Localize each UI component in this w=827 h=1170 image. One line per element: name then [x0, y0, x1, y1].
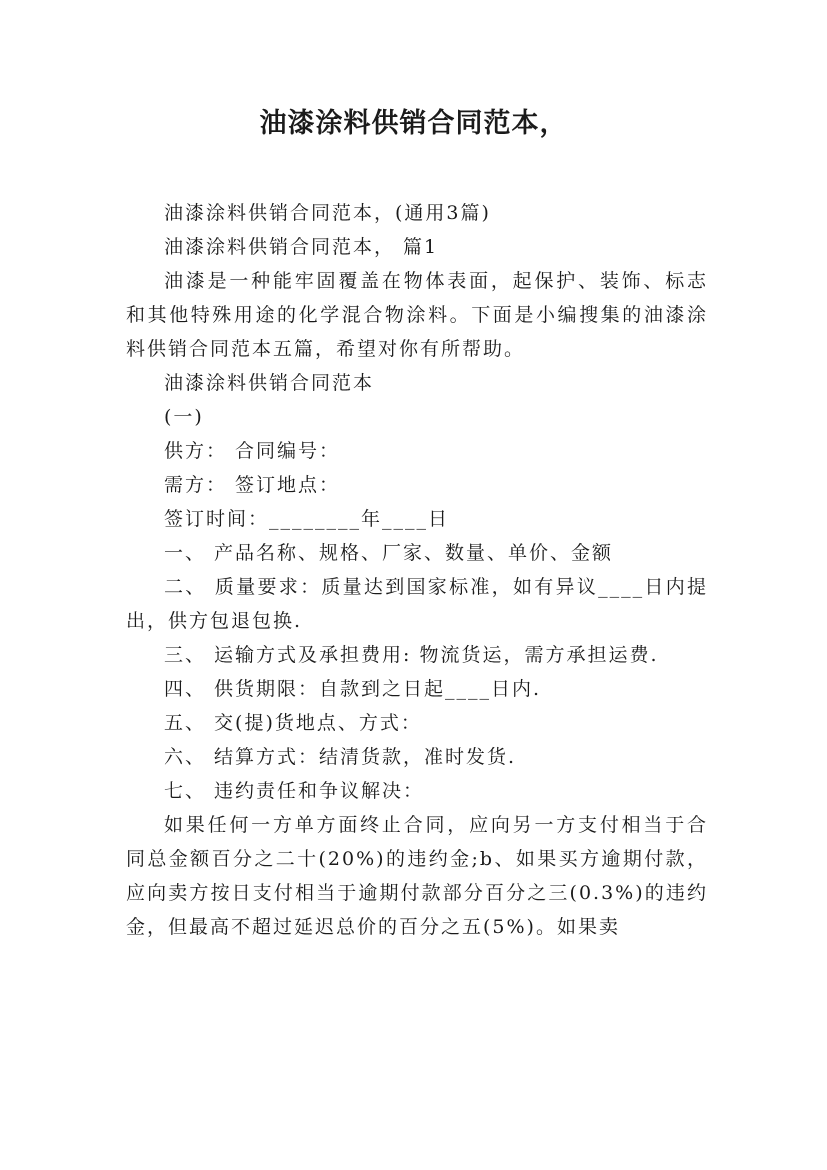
paragraph-breach-terms: 如果任何一方单方面终止合同，应向另一方支付相当于合同总金额百分之二十(20%)的违约金;b、如果买方逾期付款，应向卖方按日支付相当于逾期付款部分百分之三(0.3%)的违约金，但最高不超过延迟总价的百分之五(5%)。如果卖 [126, 814, 708, 938]
paragraph-clause-5: 五、 交(提)货地点、方式： [164, 712, 422, 734]
paragraph-clause-7: 七、 违约责任和争议解决： [164, 780, 425, 802]
paragraph-part-heading: 油漆涂料供销合同范本， 篇1 [164, 236, 439, 258]
paragraph-sign-date: 签订时间：________年____日 [164, 508, 450, 530]
paragraph-subtitle: 油漆涂料供销合同范本，(通用3篇) [164, 202, 491, 224]
document-body [126, 196, 708, 944]
paragraph-clause-1: 一、 产品名称、规格、厂家、数量、单价、金额 [164, 542, 614, 564]
paragraph-section-number: (一) [164, 406, 204, 428]
paragraph-clause-2: 二、 质量要求：质量达到国家标准，如有异议____日内提出，供方包退包换. [126, 576, 708, 632]
paragraph-contract-heading: 油漆涂料供销合同范本 [164, 372, 375, 394]
paragraph-clause-4: 四、 供货期限：自款到之日起____日内. [164, 678, 542, 700]
paragraph-intro: 油漆是一种能牢固覆盖在物体表面，起保护、装饰、标志和其他特殊用途的化学混合物涂料。下面是小编搜集的油漆涂料供销合同范本五篇，希望对你有所帮助。 [126, 270, 708, 360]
paragraph-clause-6: 六、 结算方式：结清货款，准时发货. [164, 746, 517, 768]
paragraph-clause-3: 三、 运输方式及承担费用: 物流货运，需方承担运费. [164, 644, 659, 666]
paragraph-supplier: 供方： 合同编号： [164, 440, 341, 462]
document-title: 油漆涂料供销合同范本， [259, 108, 568, 139]
paragraph-buyer: 需方： 签订地点： [164, 474, 341, 496]
